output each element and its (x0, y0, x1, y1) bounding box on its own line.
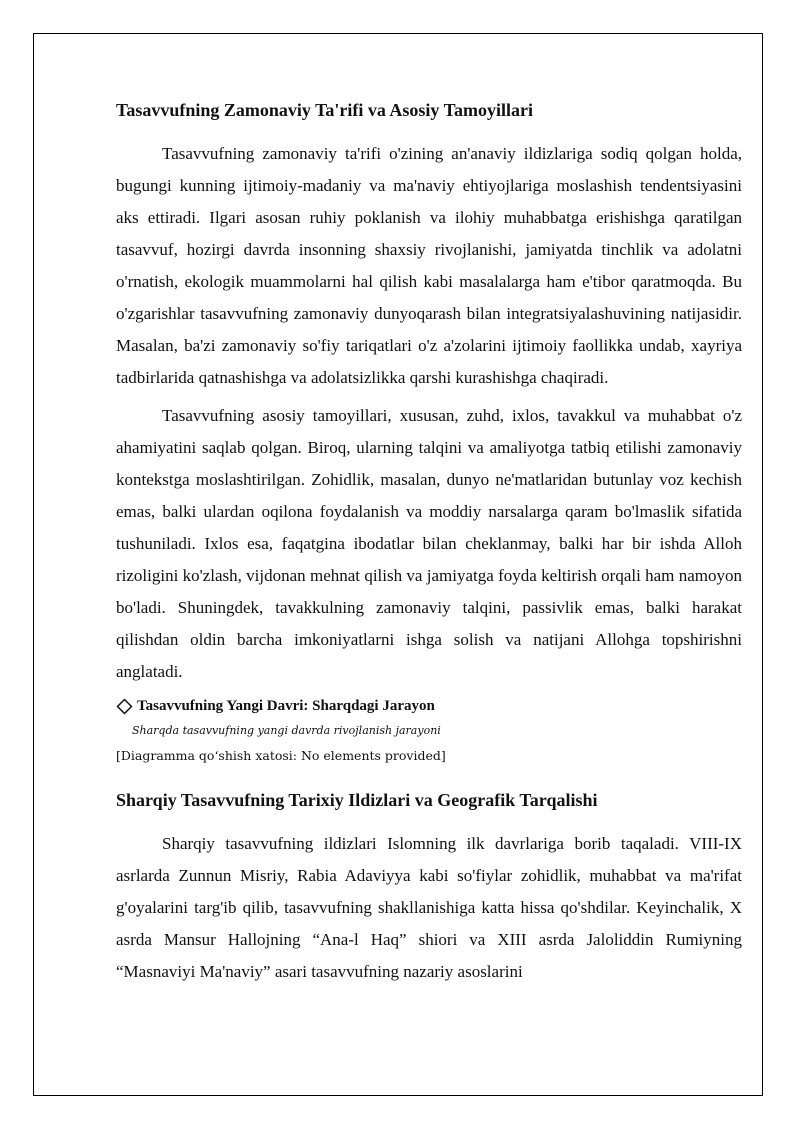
diagram-error-message: [Diagramma qo‘shish xatosi: No elements provided] (116, 748, 446, 763)
section-heading-historical-roots: Sharqiy Tasavvufning Tarixiy Ildizlari va Geografik Tarqalishi (116, 790, 598, 810)
paragraph: Tasavvufning zamonaviy ta'rifi o'zining an'anaviy ildizlariga sodiq qolgan holda, bugungi kunning ijtimoiy-madaniy va ma'naviy ehtiyojlariga moslashish tendentsiyasini aks ettiradi. Ilgari asosan ruhiy poklanish va ilohiy muhabbatga erishishga qaratilgan tasavvuf, hozirgi davrda insonning shaxsiy rivojlanishi, jamiyatda tinchlik va adolatni o'rnatish, ekologik muammolarni hal qilish kabi masalalarga ham e'tibor qaratmoqda. Bu o'zgarishlar tasavvufning zamonaviy dunyoqarash bilan integratsiyalashuvining natijasidir. Masalan, ba'zi zamonaviy so'fiy tariqatlari o'z a'zolarini ijtimoiy faollikka undab, xayriya tadbirlarida qatnashishga va adolatsizlikka qarshi kurashishga chaqiradi. (116, 144, 742, 387)
section-heading-modern-definition: Tasavvufning Zamonaviy Ta'rifi va Asosiy Tamoyillari (116, 100, 533, 120)
diagram-subtitle: Sharqda tasavvufning yangi davrda rivojlanish jarayoni (132, 724, 441, 737)
paragraph: Sharqiy tasavvufning ildizlari Islomning ilk davrlariga borib taqaladi. VIII-IX asrlarda Zunnun Misriy, Rabia Adaviyya kabi so'fiylar zohidlik, muhabbat va ma'rifat g'oyalarini targ'ib qilib, tasavvufning shakllanishiga katta hissa qo'shdilar. Keyinchalik, X asrda Mansur Hallojning “Ana-l Haq” shiori va XIII asrda Jaloliddin Rumiyning “Masnaviyi Ma'naviy” asari tasavvufning nazariy asoslarini (116, 834, 742, 981)
diagram-title (116, 696, 742, 716)
document-body (116, 98, 742, 994)
diagram-title-text: Tasavvufning Yangi Davri: Sharqdagi Jarayon (137, 698, 435, 714)
tag-icon (116, 698, 133, 715)
paragraph: Tasavvufning asosiy tamoyillari, xususan, zuhd, ixlos, tavakkul va muhabbat o'z ahamiyatini saqlab qolgan. Biroq, ularning talqini va amaliyotga tatbiq etilishi zamonaviy kontekstga moslashtirilgan. Zohidlik, masalan, dunyo ne'matlaridan butunlay voz kechish emas, balki ulardan oqilona foydalanish va moddiy narsalarga qaram bo'lmaslik sifatida tushuniladi. Ixlos esa, faqatgina ibodatlar bilan cheklanmay, balki har bir ishda Alloh rizoligini ko'zlash, vijdonan mehnat qilish va jamiyatga foyda keltirish orqali ham namoyon bo'ladi. Shuningdek, tavakkulning zamonaviy talqini, passivlik emas, balki harakat qilishdan oldin barcha imkoniyatlarni ishga solish va natijani Allohga topshirishni anglatadi. (116, 406, 742, 681)
